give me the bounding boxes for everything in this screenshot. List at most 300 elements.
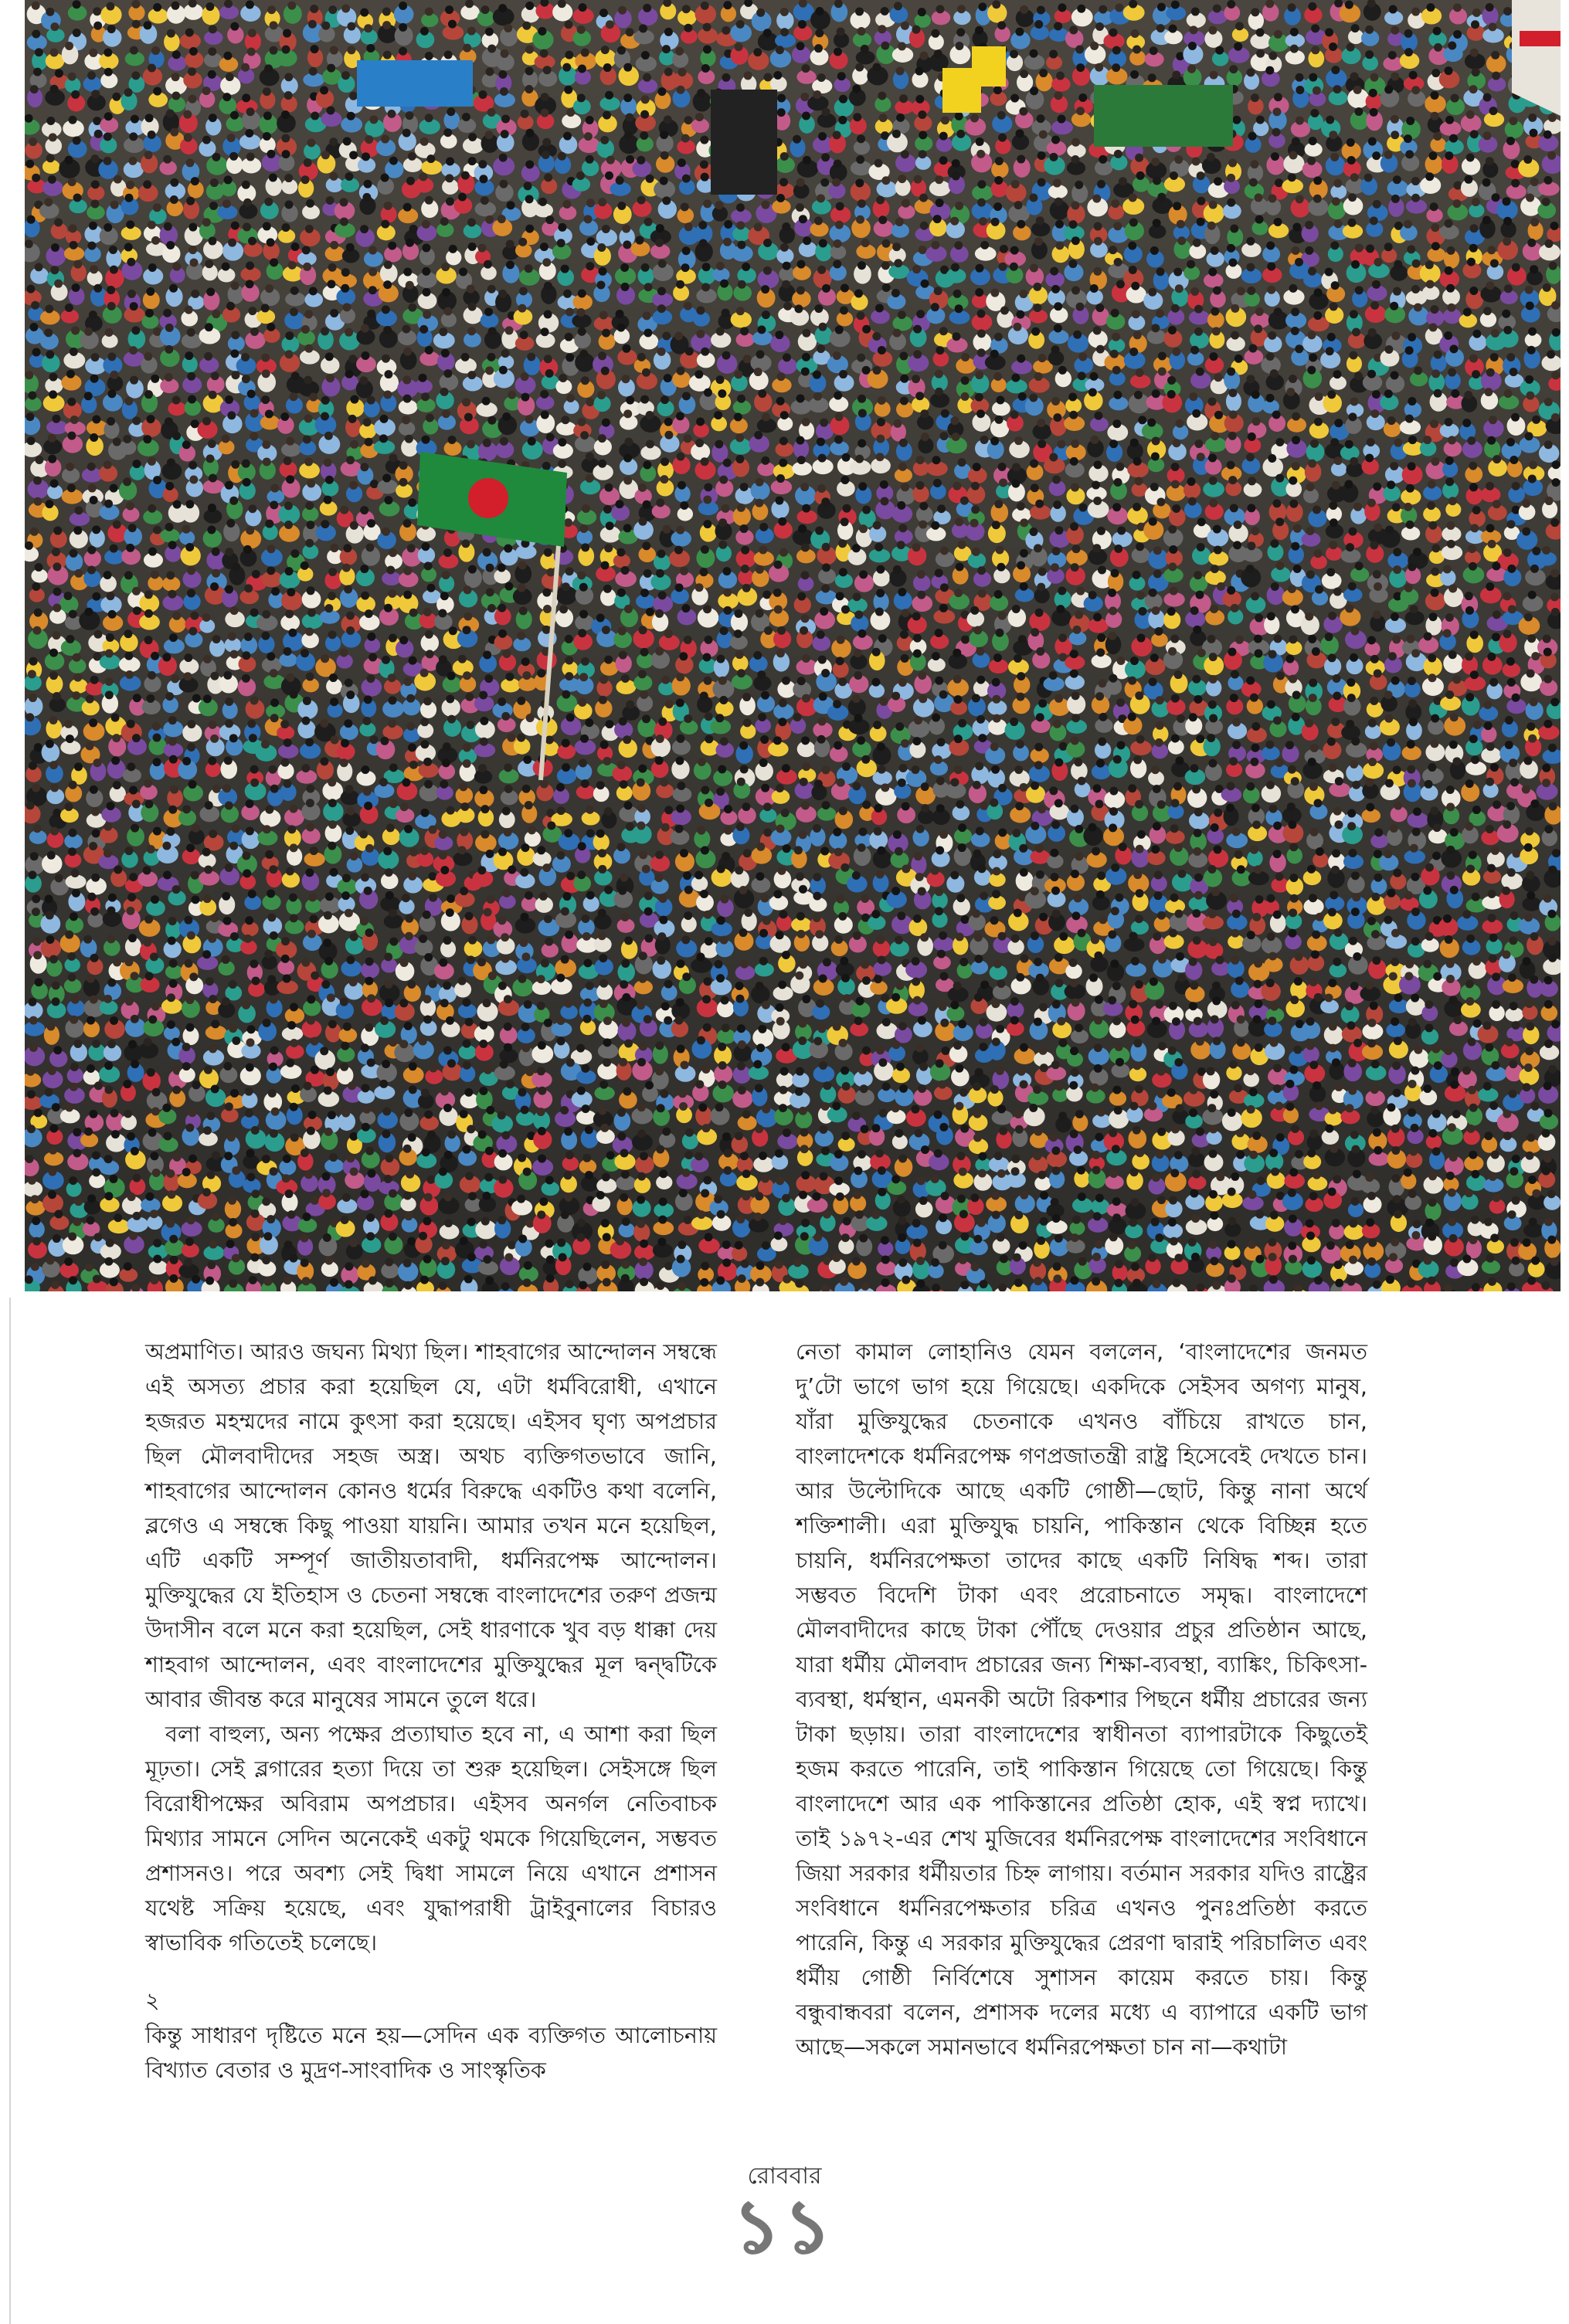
crowd-head bbox=[1265, 66, 1274, 75]
crowd-head bbox=[1347, 138, 1355, 147]
crowd-head bbox=[704, 677, 712, 685]
crowd-head bbox=[1049, 153, 1058, 161]
crowd-head bbox=[1391, 331, 1400, 340]
crowd-head bbox=[821, 585, 830, 593]
crowd-head bbox=[1214, 373, 1222, 382]
crowd-head bbox=[187, 566, 195, 575]
crowd-head bbox=[1071, 439, 1079, 448]
crowd-head bbox=[520, 331, 528, 339]
crowd-head bbox=[53, 604, 61, 612]
crowd-head bbox=[1467, 258, 1476, 266]
crowd-head bbox=[304, 158, 312, 167]
crowd-head bbox=[1394, 260, 1402, 269]
crowd-head bbox=[1135, 154, 1143, 162]
crowd-head bbox=[1090, 42, 1099, 50]
crowd-head bbox=[1013, 323, 1021, 331]
crowd-head bbox=[210, 582, 219, 591]
crowd-head bbox=[1187, 65, 1196, 73]
crowd-head bbox=[340, 506, 348, 514]
crowd-head bbox=[1049, 453, 1058, 462]
crowd-head bbox=[782, 677, 790, 685]
crowd-head bbox=[35, 48, 43, 56]
crowd-head bbox=[65, 304, 73, 312]
crowd-head bbox=[898, 524, 907, 532]
crowd-head bbox=[1529, 129, 1537, 137]
crowd-head bbox=[307, 586, 315, 595]
crowd-head bbox=[1020, 70, 1028, 78]
crowd-head bbox=[330, 309, 338, 317]
crowd-head bbox=[1308, 460, 1316, 468]
crowd-head bbox=[1390, 462, 1398, 470]
crowd-head bbox=[913, 650, 922, 658]
crowd-head bbox=[443, 369, 452, 378]
crowd-head bbox=[69, 224, 77, 232]
crowd-head bbox=[1327, 390, 1336, 399]
crowd-head bbox=[1333, 588, 1342, 596]
crowd-head bbox=[676, 526, 684, 534]
crowd-head bbox=[695, 583, 704, 592]
crowd-head bbox=[66, 463, 74, 471]
crowd-head bbox=[485, 366, 494, 375]
crowd-head bbox=[422, 243, 430, 252]
crowd-head bbox=[306, 521, 314, 529]
crowd-head bbox=[306, 673, 314, 681]
crowd-head bbox=[327, 107, 335, 115]
crowd-head bbox=[1469, 462, 1477, 470]
crowd-head bbox=[1092, 481, 1100, 490]
crowd-head bbox=[973, 463, 981, 471]
crowd-head bbox=[248, 237, 256, 246]
crowd-head bbox=[1207, 635, 1216, 643]
crowd-head bbox=[1290, 45, 1299, 53]
crowd-head bbox=[881, 176, 890, 185]
crowd-head bbox=[838, 116, 847, 124]
crowd-head bbox=[1548, 114, 1557, 122]
crowd-head bbox=[1326, 347, 1334, 355]
crowd-head bbox=[955, 202, 963, 210]
crowd-head bbox=[172, 612, 181, 620]
crowd-head bbox=[1071, 483, 1079, 492]
crowd-head bbox=[104, 157, 112, 165]
crowd-head bbox=[1445, 477, 1454, 486]
crowd-head bbox=[1227, 198, 1235, 207]
crowd-head bbox=[1447, 304, 1455, 312]
crowd-head bbox=[263, 222, 271, 231]
crowd-head bbox=[782, 222, 790, 231]
crowd-head bbox=[661, 395, 669, 404]
crowd-head bbox=[1111, 199, 1119, 208]
crowd-head bbox=[1114, 258, 1122, 266]
crowd-head bbox=[664, 68, 673, 76]
crowd-head bbox=[853, 113, 861, 121]
crowd-head bbox=[1325, 633, 1333, 641]
crowd-head bbox=[606, 156, 615, 165]
crowd-head bbox=[148, 671, 156, 680]
crowd-head bbox=[241, 353, 250, 361]
crowd-head bbox=[366, 44, 375, 53]
crowd-head bbox=[49, 390, 57, 399]
crowd-head bbox=[1036, 216, 1044, 225]
crowd-head bbox=[64, 156, 73, 165]
crowd-head bbox=[329, 673, 338, 682]
crowd-head bbox=[1296, 73, 1304, 82]
crowd-head bbox=[124, 397, 133, 405]
crowd-head bbox=[956, 563, 964, 572]
crowd-head bbox=[104, 132, 112, 141]
crowd-head bbox=[1288, 173, 1296, 182]
crowd-head bbox=[328, 5, 337, 14]
crowd-head bbox=[822, 563, 830, 572]
crowd-head bbox=[1157, 193, 1166, 202]
crowd-head bbox=[209, 474, 217, 483]
crowd-head bbox=[1030, 49, 1038, 58]
crowd-head bbox=[45, 304, 53, 313]
crowd-head bbox=[1255, 193, 1263, 202]
crowd-head bbox=[815, 29, 824, 37]
crowd-head bbox=[701, 545, 709, 554]
crowd-head bbox=[1211, 246, 1219, 255]
crowd-head bbox=[1544, 176, 1552, 185]
crowd-head bbox=[1503, 548, 1512, 557]
crowd-head bbox=[1350, 457, 1358, 466]
crowd-head bbox=[1550, 569, 1559, 578]
crowd-head bbox=[330, 172, 338, 181]
crowd-head bbox=[35, 263, 43, 271]
crowd-head bbox=[208, 439, 216, 448]
crowd-head bbox=[303, 435, 311, 443]
crowd-head bbox=[565, 353, 574, 361]
crowd-head bbox=[478, 244, 487, 253]
crowd-head bbox=[1348, 582, 1357, 591]
crowd-head bbox=[263, 132, 271, 141]
crowd-head bbox=[960, 497, 969, 505]
crowd-head bbox=[1350, 398, 1359, 406]
crowd-head bbox=[124, 243, 133, 252]
crowd-head bbox=[1093, 267, 1102, 276]
crowd-head bbox=[1353, 86, 1362, 94]
crowd-head bbox=[501, 49, 509, 58]
crowd-head bbox=[68, 73, 76, 81]
crowd-head bbox=[621, 283, 630, 291]
crowd-head bbox=[321, 151, 330, 159]
crowd-head bbox=[246, 262, 254, 270]
crowd-head bbox=[1112, 366, 1121, 375]
crowd-head bbox=[389, 548, 397, 557]
crowd-head bbox=[53, 527, 62, 535]
crowd-head bbox=[1097, 633, 1105, 642]
crowd-head bbox=[918, 8, 926, 16]
crowd-head bbox=[932, 652, 940, 660]
crowd-head bbox=[1408, 677, 1416, 685]
crowd-head bbox=[250, 609, 259, 617]
crowd-head bbox=[1487, 653, 1496, 661]
crowd-head bbox=[1037, 419, 1045, 427]
crowd-head bbox=[362, 152, 370, 161]
crowd-head bbox=[1109, 674, 1117, 683]
crowd-head bbox=[598, 460, 606, 468]
crowd-head bbox=[350, 440, 358, 449]
crowd-head bbox=[399, 636, 408, 644]
crowd-head bbox=[977, 198, 986, 207]
crowd-head bbox=[1404, 503, 1412, 511]
crowd-head bbox=[525, 225, 534, 233]
crowd-head bbox=[1138, 607, 1146, 616]
crowd-head bbox=[1168, 562, 1177, 571]
crowd-head bbox=[916, 456, 925, 464]
crowd-head bbox=[900, 397, 908, 405]
crowd-head bbox=[644, 218, 653, 226]
crowd-head bbox=[132, 460, 141, 468]
crowd-head bbox=[1271, 582, 1279, 591]
crowd-head bbox=[978, 589, 987, 598]
crowd-head bbox=[896, 66, 905, 75]
crowd-head bbox=[280, 412, 289, 421]
crowd-head bbox=[677, 86, 685, 94]
crowd-head bbox=[90, 353, 99, 361]
crowd-head bbox=[438, 609, 447, 617]
crowd-head bbox=[1272, 411, 1281, 419]
crowd-head bbox=[381, 135, 389, 144]
crowd-head bbox=[501, 130, 509, 138]
crowd-head bbox=[952, 172, 960, 181]
crowd-head bbox=[144, 636, 153, 644]
crowd-head bbox=[776, 649, 785, 657]
crowd-head bbox=[1310, 109, 1319, 117]
crowd-head bbox=[104, 49, 112, 57]
crowd-head bbox=[439, 655, 447, 663]
crowd-head bbox=[872, 332, 881, 341]
crowd-head bbox=[1275, 438, 1284, 446]
crowd-head bbox=[84, 327, 93, 336]
crowd-head bbox=[1267, 612, 1275, 620]
crowd-head bbox=[1197, 197, 1205, 205]
crowd-head bbox=[321, 520, 329, 528]
crowd-head bbox=[1076, 107, 1085, 115]
crowd-head bbox=[1424, 632, 1432, 640]
crowd-head bbox=[979, 217, 987, 226]
crowd-head bbox=[1427, 501, 1435, 510]
crowd-head bbox=[722, 504, 730, 513]
crowd-head bbox=[1444, 66, 1452, 75]
crowd-head bbox=[125, 670, 134, 679]
crowd-head bbox=[1487, 436, 1496, 445]
crowd-head bbox=[104, 460, 112, 469]
crowd-head bbox=[919, 150, 927, 158]
crowd-head bbox=[837, 636, 845, 644]
crowd-head bbox=[821, 497, 830, 506]
crowd-head bbox=[1373, 200, 1381, 209]
crowd-head bbox=[1255, 307, 1264, 316]
crowd-head bbox=[482, 397, 491, 405]
crowd-head bbox=[737, 669, 745, 677]
crowd-head bbox=[832, 178, 841, 187]
crowd-head bbox=[1097, 527, 1105, 535]
crowd-head bbox=[933, 479, 942, 487]
crowd-head bbox=[723, 1, 732, 9]
crowd-head bbox=[1345, 604, 1353, 612]
crowd-head bbox=[1232, 116, 1241, 124]
crowd-head bbox=[1237, 287, 1245, 296]
crowd-head bbox=[956, 130, 965, 138]
crowd-head bbox=[820, 419, 828, 427]
crowd-head bbox=[1345, 440, 1353, 449]
crowd-head bbox=[542, 138, 551, 147]
crowd-head bbox=[519, 606, 528, 615]
crowd-head bbox=[264, 198, 273, 206]
crowd-head bbox=[543, 605, 552, 613]
crowd-head bbox=[1275, 474, 1284, 483]
crowd-head bbox=[327, 64, 335, 73]
crowd-head bbox=[646, 175, 654, 183]
crowd-head bbox=[483, 651, 491, 660]
crowd-head bbox=[1290, 28, 1299, 36]
crowd-head bbox=[1527, 634, 1536, 643]
crowd-head bbox=[977, 180, 986, 188]
crowd-head bbox=[1411, 86, 1420, 94]
crowd-head bbox=[898, 678, 907, 687]
crowd-head bbox=[263, 111, 272, 120]
crowd-head bbox=[1209, 653, 1218, 661]
crowd-head bbox=[246, 1, 254, 9]
crowd-head bbox=[1528, 114, 1537, 122]
crowd-head bbox=[1012, 605, 1021, 613]
crowd-head bbox=[73, 136, 81, 144]
crowd-head bbox=[340, 649, 348, 657]
crowd-head bbox=[1384, 345, 1393, 354]
crowd-head bbox=[73, 260, 82, 269]
crowd-head bbox=[484, 674, 493, 683]
crowd-head bbox=[148, 263, 157, 272]
crowd-head bbox=[68, 178, 76, 186]
crowd-head bbox=[46, 117, 55, 125]
crowd-head bbox=[1054, 302, 1062, 310]
crowd-head bbox=[29, 657, 38, 666]
crowd-head bbox=[1136, 542, 1144, 551]
crowd-head bbox=[1489, 107, 1498, 115]
crowd-head bbox=[1426, 280, 1435, 289]
crowd-head bbox=[1075, 610, 1083, 619]
crowd-head bbox=[1109, 439, 1118, 448]
crowd-head bbox=[130, 302, 138, 310]
crowd-head bbox=[753, 48, 762, 56]
crowd-head bbox=[616, 176, 624, 185]
crowd-head bbox=[916, 310, 925, 318]
crowd-head bbox=[145, 309, 154, 317]
crowd-head bbox=[541, 327, 549, 336]
crowd-head bbox=[1347, 219, 1356, 227]
crowd-head bbox=[124, 194, 133, 202]
crowd-head bbox=[566, 108, 575, 117]
crowd-head bbox=[1033, 283, 1041, 291]
crowd-head bbox=[858, 395, 866, 403]
crowd-head bbox=[835, 412, 844, 421]
crowd-head bbox=[368, 246, 377, 255]
crowd-head bbox=[382, 656, 390, 664]
crowd-head bbox=[153, 476, 161, 484]
crowd-head bbox=[422, 220, 430, 229]
crowd-head bbox=[31, 301, 39, 310]
crowd-head bbox=[564, 518, 572, 527]
crowd-head bbox=[1158, 368, 1167, 376]
crowd-head bbox=[487, 353, 495, 361]
crowd-head bbox=[309, 393, 318, 402]
crowd-head bbox=[29, 137, 37, 146]
crowd-head bbox=[720, 626, 728, 635]
crowd-head bbox=[901, 483, 909, 491]
crowd-head bbox=[684, 222, 693, 231]
crowd-head bbox=[899, 351, 908, 360]
crowd-head bbox=[893, 419, 902, 428]
crowd-head bbox=[403, 519, 412, 528]
crowd-head bbox=[1491, 193, 1499, 202]
crowd-head bbox=[304, 310, 313, 318]
crowd-head bbox=[1133, 571, 1141, 579]
crowd-head bbox=[487, 604, 496, 612]
crowd-head bbox=[425, 346, 433, 355]
crowd-head bbox=[1434, 351, 1442, 359]
crowd-head bbox=[498, 290, 507, 298]
crowd-head bbox=[123, 477, 131, 486]
crowd-head bbox=[205, 323, 213, 331]
crowd-head bbox=[921, 433, 929, 441]
crowd-head bbox=[1465, 653, 1473, 661]
crowd-head bbox=[481, 196, 489, 205]
crowd-head bbox=[993, 86, 1002, 94]
crowd-head bbox=[796, 436, 804, 445]
crowd-head bbox=[1151, 453, 1160, 461]
crowd-head bbox=[703, 23, 711, 32]
crowd-head bbox=[1010, 246, 1019, 255]
crowd-head bbox=[1157, 3, 1166, 12]
crowd-head bbox=[370, 480, 379, 488]
crowd-head bbox=[1235, 22, 1244, 30]
crowd-head bbox=[1528, 475, 1537, 483]
crowd-head bbox=[622, 344, 630, 353]
crowd-head bbox=[762, 310, 770, 319]
crowd-head bbox=[359, 376, 368, 385]
crowd-head bbox=[399, 23, 407, 32]
crowd-head bbox=[1443, 565, 1452, 573]
crowd-head bbox=[704, 388, 712, 397]
crowd-head bbox=[166, 110, 175, 118]
crowd-head bbox=[1365, 50, 1374, 59]
crowd-head bbox=[990, 350, 999, 358]
crowd-head bbox=[1051, 345, 1060, 354]
crowd-head bbox=[854, 290, 863, 298]
crowd-head bbox=[624, 605, 633, 613]
crowd-head bbox=[132, 20, 141, 29]
crowd-head bbox=[1511, 160, 1520, 168]
crowd-head bbox=[1373, 570, 1381, 578]
crowd-head bbox=[1053, 179, 1061, 188]
crowd-head bbox=[1311, 24, 1319, 32]
crowd-head bbox=[1213, 287, 1221, 295]
crowd-head bbox=[1391, 72, 1399, 80]
crowd-head bbox=[1331, 281, 1340, 290]
crowd-head bbox=[1522, 499, 1530, 507]
crowd-head bbox=[1443, 629, 1452, 637]
crowd-head bbox=[1168, 647, 1177, 656]
crowd-head bbox=[597, 391, 606, 399]
crowd-head bbox=[50, 266, 59, 274]
crowd-head bbox=[1367, 370, 1376, 378]
crowd-head bbox=[931, 521, 939, 530]
crowd-head bbox=[1228, 388, 1237, 397]
crowd-head bbox=[518, 584, 526, 592]
crowd-head bbox=[936, 346, 944, 355]
crowd-head bbox=[1053, 413, 1061, 422]
crowd-head bbox=[1506, 137, 1515, 145]
